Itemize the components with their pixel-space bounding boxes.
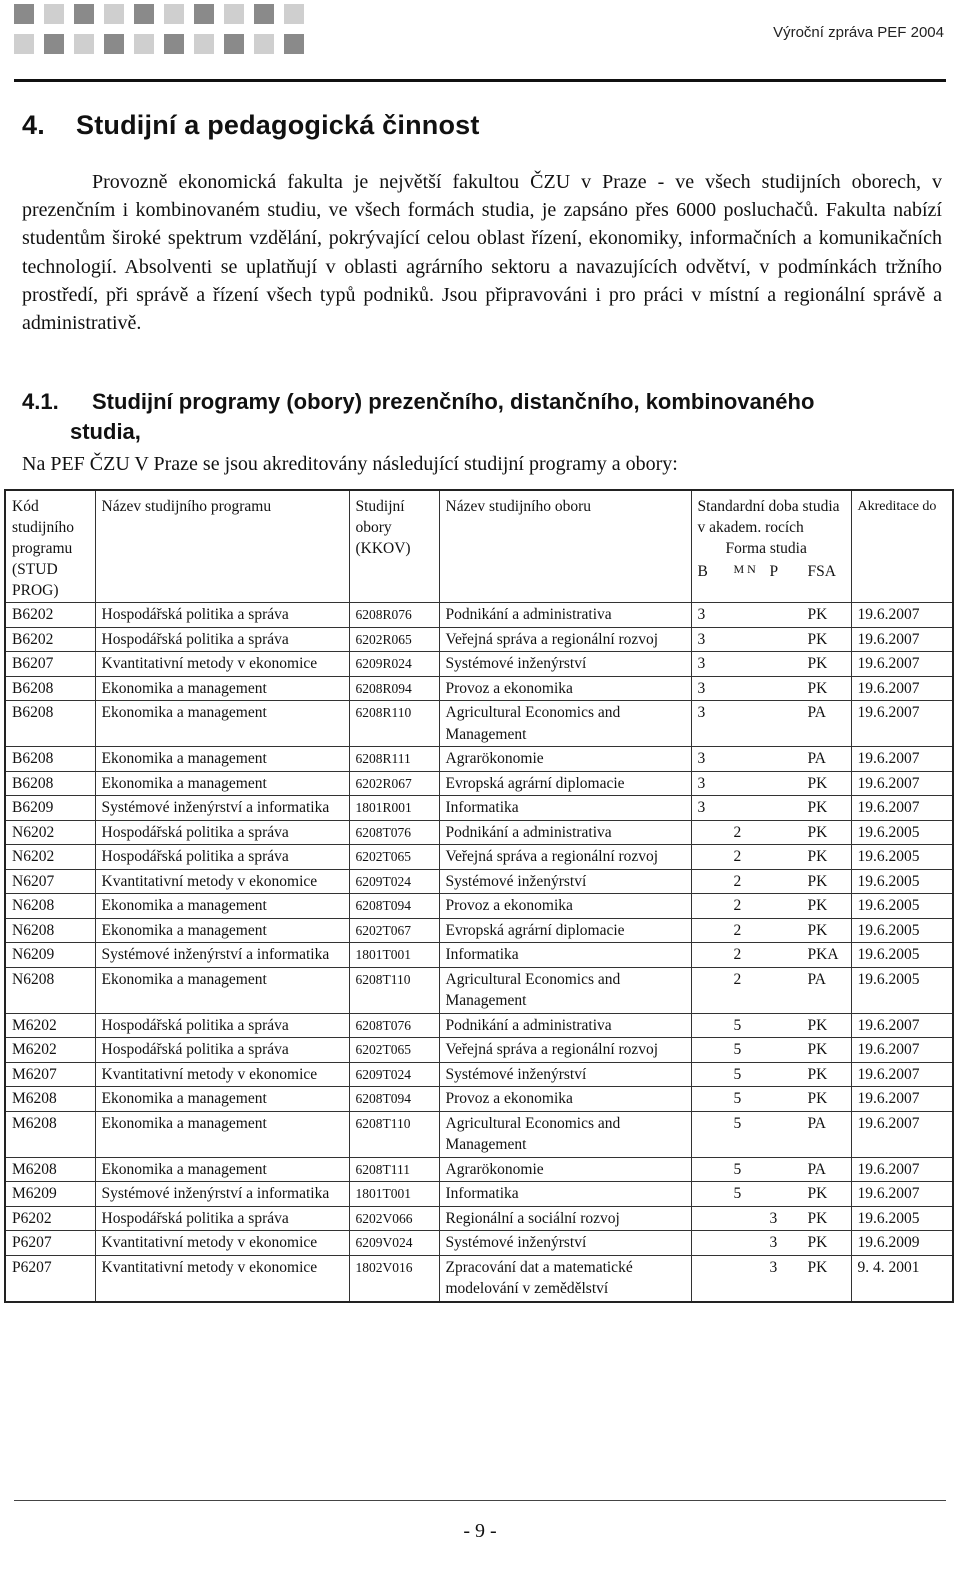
cell-accreditation: 19.6.2007 xyxy=(851,603,953,628)
cell-field-name: Agricultural Economics and Management xyxy=(439,1111,691,1157)
form-code: PK xyxy=(807,774,828,792)
header-square xyxy=(194,34,214,54)
header-square xyxy=(14,34,34,54)
cell-field-name: Agrarökonomie xyxy=(439,747,691,772)
cell-code: M6209 xyxy=(5,1182,95,1207)
header-square xyxy=(104,4,124,24)
form-code: PK xyxy=(807,848,828,865)
cell-field-name: Regionální a sociální rozvoj xyxy=(439,1206,691,1231)
cell-code: B6202 xyxy=(5,627,95,652)
cell-field: 6208T076 xyxy=(349,820,439,845)
cell-field-name: Evropská agrární diplomacie xyxy=(439,771,691,796)
cell-duration-form xyxy=(691,820,851,845)
header-rule xyxy=(14,79,946,82)
header-title: Výroční zpráva PEF 2004 xyxy=(773,24,944,41)
cell-field: 6208R076 xyxy=(349,603,439,628)
duration-years: 5 xyxy=(733,1185,742,1202)
cell-program: Kvantitativní metody v ekonomice xyxy=(95,1062,349,1087)
cell-field-name: Agricultural Economics and Management xyxy=(439,701,691,747)
header-square xyxy=(74,4,94,24)
cell-code: M6202 xyxy=(5,1013,95,1038)
form-code: PK xyxy=(807,897,828,914)
cell-accreditation: 19.6.2007 xyxy=(851,652,953,677)
cell-accreditation: 19.6.2007 xyxy=(851,771,953,796)
table-row xyxy=(5,967,953,1013)
cell-program: Kvantitativní metody v ekonomice xyxy=(95,652,349,677)
header-duration-form xyxy=(691,490,851,603)
cell-duration-form xyxy=(691,1182,851,1207)
duration-years: 5 xyxy=(733,1090,742,1107)
header-square xyxy=(164,34,184,54)
table-row xyxy=(5,676,953,701)
footer-rule xyxy=(14,1500,946,1501)
cell-duration-form xyxy=(691,1062,851,1087)
cell-duration-form xyxy=(691,1255,851,1302)
cell-program: Ekonomika a management xyxy=(95,967,349,1013)
cell-code: N6209 xyxy=(5,943,95,968)
programs-table xyxy=(4,489,954,1303)
cell-program: Hospodářská politika a správa xyxy=(95,1038,349,1063)
header-square xyxy=(14,4,34,24)
cell-field: 6208T076 xyxy=(349,1013,439,1038)
cell-code: B6209 xyxy=(5,796,95,821)
cell-field: 6209T024 xyxy=(349,869,439,894)
cell-duration-form xyxy=(691,627,851,652)
header-square xyxy=(194,4,214,24)
cell-field-name: Systémové inženýrství xyxy=(439,1231,691,1256)
cell-field: 6208R094 xyxy=(349,676,439,701)
cell-program: Hospodářská politika a správa xyxy=(95,603,349,628)
cell-code: N6207 xyxy=(5,869,95,894)
cell-program: Hospodářská politika a správa xyxy=(95,845,349,870)
cell-field-name: Podnikání a administrativa xyxy=(439,603,691,628)
duration-years: 2 xyxy=(733,823,742,841)
form-code: PA xyxy=(807,1114,826,1132)
cell-field: 6208R110 xyxy=(349,701,439,747)
cell-field: 1801T001 xyxy=(349,1182,439,1207)
cell-program: Hospodářská politika a správa xyxy=(95,1013,349,1038)
form-code: PK xyxy=(807,921,828,939)
table-row xyxy=(5,894,953,919)
header-code: Kód studijního programu (STUD PROG) xyxy=(5,490,95,603)
form-code: PK xyxy=(807,1065,828,1083)
cell-field-name: Informatika xyxy=(439,943,691,968)
cell-code: B6207 xyxy=(5,652,95,677)
cell-code: N6208 xyxy=(5,918,95,943)
cell-duration-form xyxy=(691,796,851,821)
cell-field: 6202T065 xyxy=(349,1038,439,1063)
subsection-title-line2: studia, xyxy=(70,419,141,444)
cell-field-name: Veřejná správa a regionální rozvoj xyxy=(439,627,691,652)
table-row xyxy=(5,747,953,772)
cell-field-name: Systémové inženýrství xyxy=(439,652,691,677)
intro-paragraph xyxy=(22,168,942,337)
form-code: PK xyxy=(807,1258,828,1276)
table-row xyxy=(5,627,953,652)
header-form-mn: M N xyxy=(733,562,756,576)
cell-duration-form xyxy=(691,894,851,919)
cell-field: 6202R065 xyxy=(349,627,439,652)
table-row xyxy=(5,603,953,628)
cell-field-name: Informatika xyxy=(439,796,691,821)
lead-text: Na PEF ČZU V Praze se jsou akreditovány následující studijní programy a obory: xyxy=(22,453,678,475)
cell-accreditation: 19.6.2007 xyxy=(851,1013,953,1038)
cell-duration-form xyxy=(691,652,851,677)
cell-accreditation: 19.6.2005 xyxy=(851,1206,953,1231)
section-number: 4. xyxy=(22,110,45,140)
cell-field-name: Provoz a ekonomika xyxy=(439,1087,691,1112)
cell-code: N6202 xyxy=(5,845,95,870)
header-square xyxy=(224,34,244,54)
header-square xyxy=(254,4,274,24)
cell-field: 6202T067 xyxy=(349,918,439,943)
form-code: PA xyxy=(807,1160,826,1178)
duration-years: 2 xyxy=(733,848,742,865)
cell-field-name: Agricultural Economics and Management xyxy=(439,967,691,1013)
table-row xyxy=(5,771,953,796)
cell-field: 6208T110 xyxy=(349,967,439,1013)
cell-field-name: Evropská agrární diplomacie xyxy=(439,918,691,943)
table-row xyxy=(5,1013,953,1038)
cell-code: N6202 xyxy=(5,820,95,845)
form-code: PA xyxy=(807,704,826,721)
header-form-p: P xyxy=(769,563,779,580)
cell-field: 6208T111 xyxy=(349,1157,439,1182)
duration-years: 3 xyxy=(769,1258,778,1276)
duration-years: 2 xyxy=(733,946,742,963)
cell-duration-form xyxy=(691,1013,851,1038)
header-form-b: B xyxy=(697,563,708,580)
form-code: PA xyxy=(807,970,826,988)
cell-field: 6208T094 xyxy=(349,894,439,919)
cell-field: 6209R024 xyxy=(349,652,439,677)
cell-code: B6208 xyxy=(5,771,95,796)
header-square xyxy=(44,4,64,24)
cell-program: Systémové inženýrství a informatika xyxy=(95,943,349,968)
cell-accreditation: 19.6.2007 xyxy=(851,747,953,772)
cell-program: Hospodářská politika a správa xyxy=(95,1206,349,1231)
intro-text: Provozně ekonomická fakulta je největší fakultou ČZU v Praze - ve všech studijních oborech, v prezenčním i kombinovaném studiu, ve všech formách studia, je zapsáno přes 6000 posluchačů. Fakulta nabízí studentům široké spektrum vzdělání, pokrývající celou oblast řízení, ekonomiky, informačních a komunikačních technologií. Absolventi se uplatňují v oblasti agrárního sektoru a navazujících odvětví, v podmínkách tržního prostředí, při správě a řízení všech typů podniků. Jsou připravováni i pro práci v místní a regionální správě a administrativě. xyxy=(22,171,942,335)
cell-program: Hospodářská politika a správa xyxy=(95,627,349,652)
cell-duration-form xyxy=(691,676,851,701)
cell-duration-form xyxy=(691,1231,851,1256)
cell-field-name: Agrarökonomie xyxy=(439,1157,691,1182)
cell-field-name: Provoz a ekonomika xyxy=(439,894,691,919)
cell-program: Kvantitativní metody v ekonomice xyxy=(95,1255,349,1302)
header-accreditation: Akreditace do xyxy=(851,490,953,603)
cell-field: 6208T110 xyxy=(349,1111,439,1157)
cell-field-name: Systémové inženýrství xyxy=(439,869,691,894)
cell-code: M6202 xyxy=(5,1038,95,1063)
page-number: - 9 - xyxy=(463,1520,497,1542)
cell-field-name: Veřejná správa a regionální rozvoj xyxy=(439,1038,691,1063)
subsection-number: 4.1. xyxy=(22,389,59,414)
cell-accreditation: 19.6.2007 xyxy=(851,1062,953,1087)
cell-accreditation: 19.6.2007 xyxy=(851,1157,953,1182)
header-square xyxy=(224,4,244,24)
header-square xyxy=(284,4,304,24)
duration-years: 3 xyxy=(697,606,706,623)
cell-duration-form xyxy=(691,1206,851,1231)
form-code: PK xyxy=(807,1234,828,1251)
header-square xyxy=(284,34,304,54)
cell-field-name: Podnikání a administrativa xyxy=(439,1013,691,1038)
cell-duration-form xyxy=(691,1038,851,1063)
cell-duration-form xyxy=(691,1087,851,1112)
cell-accreditation: 19.6.2007 xyxy=(851,627,953,652)
cell-accreditation: 19.6.2009 xyxy=(851,1231,953,1256)
form-code: PK xyxy=(807,823,828,841)
cell-field: 1801R001 xyxy=(349,796,439,821)
duration-years: 3 xyxy=(697,799,706,816)
table-row xyxy=(5,652,953,677)
duration-years: 3 xyxy=(769,1234,778,1251)
cell-accreditation: 19.6.2007 xyxy=(851,1182,953,1207)
cell-program: Ekonomika a management xyxy=(95,1157,349,1182)
duration-years: 5 xyxy=(733,1114,742,1132)
cell-field: 6209V024 xyxy=(349,1231,439,1256)
cell-program: Ekonomika a management xyxy=(95,747,349,772)
cell-code: P6207 xyxy=(5,1255,95,1302)
duration-years: 2 xyxy=(733,970,742,988)
cell-accreditation: 19.6.2005 xyxy=(851,869,953,894)
cell-duration-form xyxy=(691,943,851,968)
cell-duration-form xyxy=(691,701,851,747)
cell-accreditation: 19.6.2005 xyxy=(851,967,953,1013)
section-title: Studijní a pedagogická činnost xyxy=(76,110,480,140)
cell-field-name: Systémové inženýrství xyxy=(439,1062,691,1087)
cell-field: 1802V016 xyxy=(349,1255,439,1302)
cell-duration-form xyxy=(691,845,851,870)
header-form-types xyxy=(698,561,845,582)
header-program: Název studijního programu xyxy=(95,490,349,603)
duration-years: 5 xyxy=(733,1065,742,1083)
cell-program: Ekonomika a management xyxy=(95,894,349,919)
header-square xyxy=(164,4,184,24)
duration-years: 5 xyxy=(733,1160,742,1178)
duration-years: 3 xyxy=(697,704,706,721)
cell-program: Kvantitativní metody v ekonomice xyxy=(95,869,349,894)
cell-accreditation: 19.6.2007 xyxy=(851,1038,953,1063)
cell-accreditation: 19.6.2007 xyxy=(851,1087,953,1112)
table-row xyxy=(5,1111,953,1157)
table-body xyxy=(5,603,953,1302)
header-field: Studijní obory (KKOV) xyxy=(349,490,439,603)
cell-program: Ekonomika a management xyxy=(95,1111,349,1157)
cell-code: P6202 xyxy=(5,1206,95,1231)
cell-code: M6207 xyxy=(5,1062,95,1087)
subsection-title-line1: Studijní programy (obory) prezenčního, distančního, kombinovaného xyxy=(92,389,815,414)
duration-years: 2 xyxy=(733,872,742,890)
cell-accreditation: 19.6.2007 xyxy=(851,676,953,701)
duration-years: 5 xyxy=(733,1016,742,1034)
cell-duration-form xyxy=(691,1157,851,1182)
cell-code: B6208 xyxy=(5,747,95,772)
cell-field-name: Provoz a ekonomika xyxy=(439,676,691,701)
cell-code: M6208 xyxy=(5,1157,95,1182)
form-code: PK xyxy=(807,1185,828,1202)
duration-years: 3 xyxy=(697,630,706,648)
cell-code: B6202 xyxy=(5,603,95,628)
form-code: PK xyxy=(807,1090,828,1107)
cell-accreditation: 19.6.2007 xyxy=(851,701,953,747)
header-form: Forma studia xyxy=(725,540,807,557)
cell-program: Kvantitativní metody v ekonomice xyxy=(95,1231,349,1256)
cell-program: Systémové inženýrství a informatika xyxy=(95,1182,349,1207)
cell-program: Ekonomika a management xyxy=(95,771,349,796)
header-square xyxy=(44,34,64,54)
form-code: PK xyxy=(807,630,828,648)
cell-code: N6208 xyxy=(5,894,95,919)
form-code: PK xyxy=(807,606,828,623)
cell-field-name: Podnikání a administrativa xyxy=(439,820,691,845)
cell-duration-form xyxy=(691,747,851,772)
cell-accreditation: 19.6.2005 xyxy=(851,943,953,968)
cell-code: B6208 xyxy=(5,701,95,747)
cell-program: Ekonomika a management xyxy=(95,676,349,701)
cell-program: Ekonomika a management xyxy=(95,701,349,747)
duration-years: 3 xyxy=(697,679,706,697)
form-code: PKA xyxy=(807,946,839,963)
form-code: PA xyxy=(807,750,826,767)
cell-field-name: Informatika xyxy=(439,1182,691,1207)
cell-field: 6202T065 xyxy=(349,845,439,870)
cell-code: P6207 xyxy=(5,1231,95,1256)
cell-field: 6202V066 xyxy=(349,1206,439,1231)
table-row xyxy=(5,1038,953,1063)
duration-years: 3 xyxy=(697,655,706,672)
cell-code: B6208 xyxy=(5,676,95,701)
cell-program: Hospodářská politika a správa xyxy=(95,820,349,845)
cell-code: M6208 xyxy=(5,1111,95,1157)
table-header-row xyxy=(5,490,953,603)
duration-years: 5 xyxy=(733,1041,742,1058)
table-row xyxy=(5,820,953,845)
cell-accreditation: 19.6.2007 xyxy=(851,1111,953,1157)
table-row xyxy=(5,918,953,943)
cell-accreditation: 19.6.2005 xyxy=(851,894,953,919)
header-square xyxy=(134,4,154,24)
cell-duration-form xyxy=(691,869,851,894)
form-code: PK xyxy=(807,679,828,697)
cell-duration-form xyxy=(691,771,851,796)
header-square xyxy=(254,34,274,54)
table-row xyxy=(5,1231,953,1256)
subsection-heading xyxy=(22,387,922,447)
cell-accreditation: 19.6.2007 xyxy=(851,796,953,821)
form-code: PK xyxy=(807,1209,828,1227)
table-row xyxy=(5,943,953,968)
table-row xyxy=(5,1087,953,1112)
cell-accreditation: 19.6.2005 xyxy=(851,845,953,870)
form-code: PK xyxy=(807,1016,828,1034)
table-row xyxy=(5,1206,953,1231)
form-code: PK xyxy=(807,1041,828,1058)
header-field-name: Název studijního oboru xyxy=(439,490,691,603)
cell-duration-form xyxy=(691,1111,851,1157)
cell-duration-form xyxy=(691,603,851,628)
cell-duration-form xyxy=(691,918,851,943)
header-square xyxy=(104,34,124,54)
duration-years: 3 xyxy=(697,774,706,792)
cell-field: 6208R111 xyxy=(349,747,439,772)
section-heading xyxy=(22,110,480,141)
cell-field: 6209T024 xyxy=(349,1062,439,1087)
form-code: PK xyxy=(807,655,828,672)
cell-duration-form xyxy=(691,967,851,1013)
header-square xyxy=(134,34,154,54)
cell-program: Ekonomika a management xyxy=(95,1087,349,1112)
table-row xyxy=(5,796,953,821)
duration-years: 2 xyxy=(733,897,742,914)
form-code: PK xyxy=(807,799,828,816)
form-code: PK xyxy=(807,872,828,890)
cell-accreditation: 19.6.2005 xyxy=(851,820,953,845)
table-row xyxy=(5,845,953,870)
header-duration: Standardní doba studia v akadem. rocích xyxy=(697,498,840,536)
table-row xyxy=(5,1062,953,1087)
cell-program: Ekonomika a management xyxy=(95,918,349,943)
cell-program: Systémové inženýrství a informatika xyxy=(95,796,349,821)
cell-field: 1801T001 xyxy=(349,943,439,968)
cell-code: N6208 xyxy=(5,967,95,1013)
table-row xyxy=(5,869,953,894)
cell-field: 6208T094 xyxy=(349,1087,439,1112)
cell-code: M6208 xyxy=(5,1087,95,1112)
table-row xyxy=(5,701,953,747)
cell-field-name: Zpracování dat a matematické modelování v zemědělství xyxy=(439,1255,691,1302)
table-row xyxy=(5,1255,953,1302)
cell-field-name: Veřejná správa a regionální rozvoj xyxy=(439,845,691,870)
duration-years: 2 xyxy=(733,921,742,939)
cell-field: 6202R067 xyxy=(349,771,439,796)
header-form-fsa: FSA xyxy=(807,563,836,580)
table-row xyxy=(5,1182,953,1207)
table-row xyxy=(5,1157,953,1182)
cell-accreditation: 19.6.2005 xyxy=(851,918,953,943)
duration-years: 3 xyxy=(697,750,706,767)
header-square xyxy=(74,34,94,54)
duration-years: 3 xyxy=(769,1209,778,1227)
cell-accreditation: 9. 4. 2001 xyxy=(851,1255,953,1302)
